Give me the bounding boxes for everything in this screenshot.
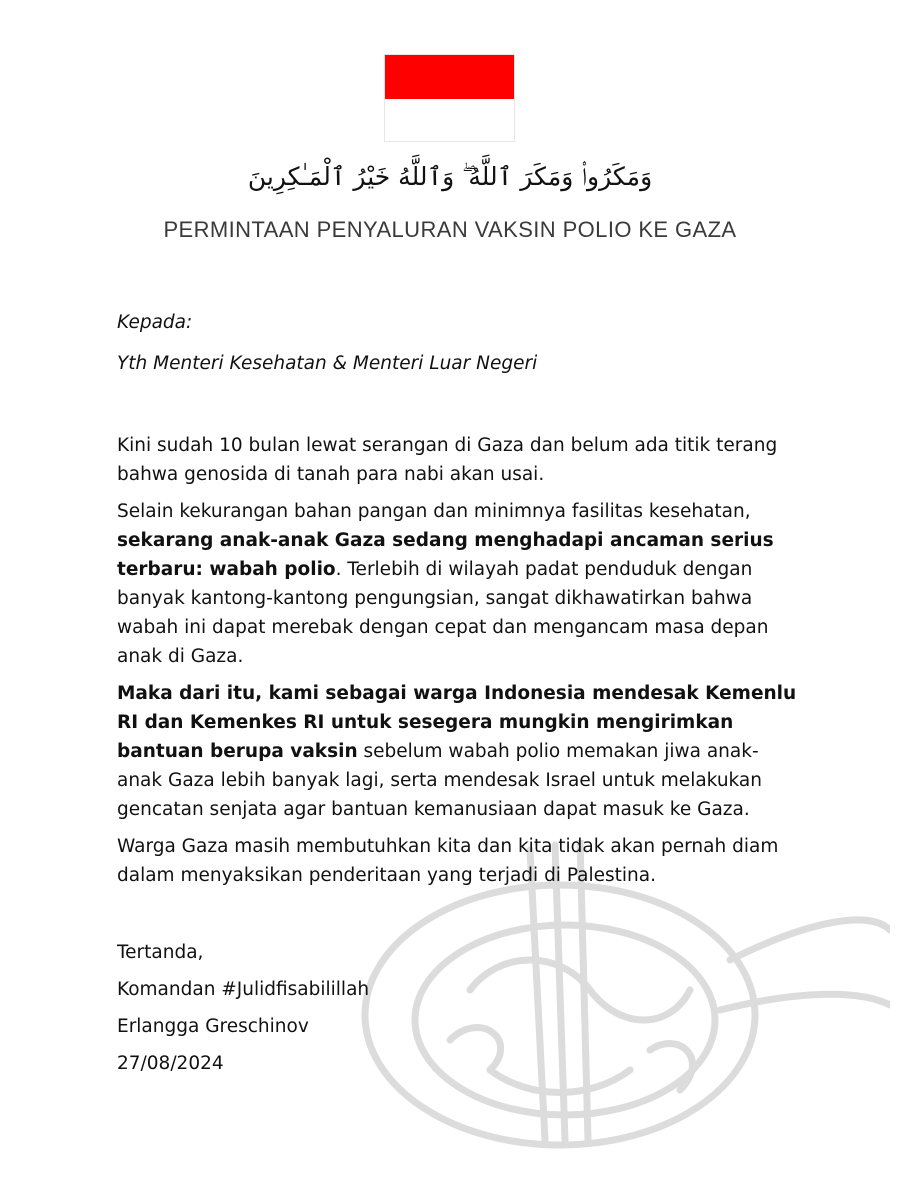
salutation: Kepada:: [117, 312, 193, 333]
letter-body: [117, 308, 797, 1086]
paragraph-3-bold: Maka dari itu, kami sebagai warga Indonesia mendesak Kemenlu RI dan Kemenkes RI untuk sesegera mungkin mengirimkan bantuan berupa vaksin: [117, 683, 797, 762]
signature-date: 27/08/2024: [117, 1053, 224, 1074]
flag-red-stripe: [385, 55, 514, 99]
flag-white-stripe: [385, 99, 514, 141]
signer-role: Komandan #Julidfisabilillah: [117, 979, 370, 1000]
signature-block: [117, 938, 797, 1078]
paragraph-2: [117, 497, 797, 671]
paragraph-4: Warga Gaza masih membutuhkan kita dan kita tidak akan pernah diam dalam menyaksikan penderitaan yang terjadi di Palestina.: [117, 836, 779, 886]
arabic-verse: وَمَكَرُوا۟ وَمَكَرَ ٱللَّهُ ۖ وَٱللَّهُ خَيْرُ ٱلْمَـٰكِرِينَ: [247, 162, 653, 191]
paragraph-3: [117, 679, 797, 824]
paragraph-2-end: . Terlebih di wilayah padat penduduk dengan banyak kantong-kantong pengungsian, sangat dikhawatirkan bahwa wabah ini dapat merebak dengan cepat dan mengancam masa depan anak di Gaza.: [117, 559, 769, 667]
document-title: PERMINTAAN PENYALURAN VAKSIN POLIO KE GAZA: [163, 217, 737, 242]
recipient: Yth Menteri Kesehatan & Menteri Luar Negeri: [117, 353, 538, 374]
paragraph-1: Kini sudah 10 bulan lewat serangan di Gaza dan belum ada titik terang bahwa genosida di tanah para nabi akan usai.: [117, 435, 778, 485]
indonesia-flag: [384, 54, 515, 142]
closing: Tertanda,: [117, 942, 204, 963]
signer-name: Erlangga Greschinov: [117, 1016, 309, 1037]
paragraph-2-start: Selain kekurangan bahan pangan dan minimnya fasilitas kesehatan,: [117, 501, 751, 522]
paragraph-2-bold: sekarang anak-anak Gaza sedang menghadapi ancaman serius terbaru: wabah polio: [117, 530, 774, 580]
paragraph-3-end: sebelum wabah polio memakan jiwa anak-anak Gaza lebih banyak lagi, serta mendesak Israel untuk melakukan gencatan senjata agar bantuan kemanusiaan dapat masuk ke Gaza.: [117, 741, 762, 820]
